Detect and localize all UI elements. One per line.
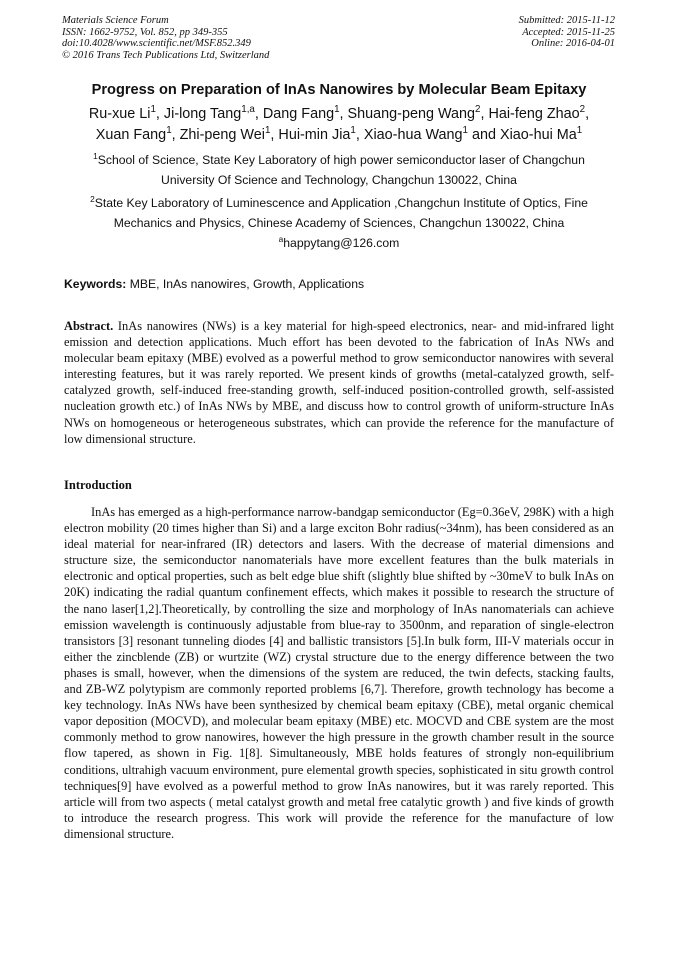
keywords-text: MBE, InAs nanowires, Growth, Applications	[129, 277, 365, 291]
affiliation-1: $^1$School of Science, State Key Laboratory of high power semiconductor laser of Changchun University Of Science and Technology, Changchun 130022, China	[93, 150, 585, 187]
doi-line: doi:10.4028/www.scientific.net/MSF.852.349	[62, 38, 251, 49]
submitted-date: Submitted: 2015-11-12	[518, 15, 615, 26]
abstract-label: Abstract.	[64, 319, 114, 333]
abstract	[64, 318, 614, 447]
affiliation-2: $^2$State Key Laboratory of Luminescence and Application ,Changchun Institute of Optics, Fine Mechanics and Physics, Chinese Academy of Sciences, Changchun 130022, China	[90, 193, 588, 230]
author: Xiao-hui Ma$^1$	[499, 124, 583, 143]
dates-header	[519, 15, 615, 50]
author: Ru-xue Li$^1$,	[88, 104, 164, 122]
online-date: Online: 2016-04-01	[531, 38, 615, 49]
accepted-date: Accepted: 2015-11-25	[522, 26, 615, 38]
paper-title: Progress on Preparation of InAs Nanowires by Molecular Beam Epitaxy	[91, 82, 587, 98]
section-heading-introduction: Introduction	[64, 478, 132, 492]
journal-name: Materials Science Forum	[62, 15, 169, 26]
abstract-text: InAs nanowires (NWs) is a key material for high-speed electronics, near- and mid-infrared light emission and detection applications. Much effort has been devoted to the fabrication of InAs NWs and molecular beam epitaxy (MBE) evolved as a powerful method to grow semiconductor nanowires with several interesting features, but it was rarely reported. We present kinds of growths (metal-catalyzed growth, self-catalyzed growth, self-induced free-standing growth, self-induced position-controlled growth, self-assisted nucleation growth etc.) of InAs NWs by MBE, and discuss how to control growth of uniform-structure InAs NWs on homogeneous or heterogeneous substrates, which can provide the reference for the manufacture of low dimensional structure.	[64, 319, 614, 446]
copyright-line: © 2016 Trans Tech Publications Ltd, Switzerland	[62, 49, 270, 61]
author: Xiao-hua Wang$^1$ and	[363, 124, 500, 143]
issn-line: ISSN: 1662-9752, Vol. 852, pp 349-355	[62, 26, 228, 38]
author: Hui-min Jia$^1$,	[278, 124, 364, 143]
email-address: happytang@126.com	[283, 236, 400, 250]
author-list	[30, 104, 648, 145]
author: Xuan Fang$^1$,	[95, 124, 180, 143]
author: Hai-feng Zhao$^2$,	[488, 104, 590, 122]
author: Dang Fang$^1$,	[262, 104, 348, 122]
author: Ji-long Tang$^{1,a}$,	[163, 104, 263, 122]
author: Shuang-peng Wang$^2$,	[347, 104, 489, 122]
keywords	[64, 277, 624, 291]
journal-header	[62, 15, 269, 61]
corresponding-email: $^a$happytang@126.com	[278, 233, 400, 250]
author: Zhi-peng Wei$^1$,	[179, 124, 279, 143]
keywords-label: Keywords:	[64, 277, 127, 291]
introduction-text: InAs has emerged as a high-performance narrow-bandgap semiconductor (Eg=0.36eV, 298K) with a high electron mobility (20 times higher than Si) and a large exciton Bohr radius(~34nm), has been considered as an ideal material for near-infrared (IR) detectors and lasers. With the decrease of material dimensions and structure size, the semiconductor nanomaterials have more excellent features than the bulk materials in electronic and optical properties, such as belt edge blue shift (slightly blue shifted by ~30meV to bulk InAs on 20K) indicating the radial quantum confinement effects, which makes it possible to research the structure of the nano laser[1,2].Theoretically, by controlling the size and morphology of InAs nanomaterials can achieve emission wavelength is continuously adjustable from blue-ray to 3500nm, and reparation of single-electron transistors [3] resonant tunneling diodes [4] and ballistic transistors [5].In bulk form, III-V materials occur in either the zincblende (ZB) or wurtzite (WZ) crystal structure due to the energy difference between the two phases is small, however, when the dimensions of the system are reduced, the twin defects, stacking faults, and ZB-WZ polytypism are commonly reported problems [6,7]. Therefore, growth technology has become a key technology. InAs NWs have been synthesized by chemical beam epitaxy (CBE), metal organic chemical vapor deposition (MOCVD), and molecular beam epitaxy (MBE) etc. MOCVD and CBE system are the most commonly method to grow nanowires, however the high pressure in the growth chamber result in the source flow tapered, as shown in Fig. 1[8]. Simultaneously, MBE holds features of strongly non-equilibrium conditions, ultrahigh vacuum environment, pure elemental growth species, sophisticated in situ growth control techniques[9] have evolved as a powerful method to grow InAs nanowires, but it was rarely reported. This article will from two aspects ( metal catalyst growth and metal free catalytic growth ) and five kinds of growth to introduce the research progress. This work will provide the reference for the manufacture of low dimensional structure.	[64, 505, 614, 841]
